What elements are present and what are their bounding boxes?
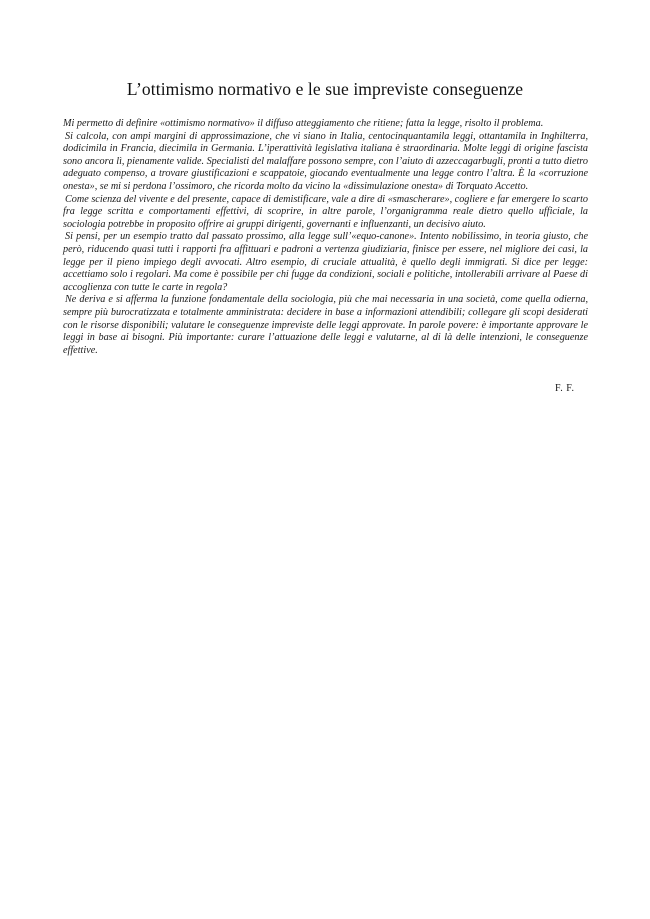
paragraph-4: Si pensi, per un esempio tratto dal passato prossimo, alla legge sull’«equo-canone». Intento nobilissimo, in teoria giusto, che però, riducendo quasi tutti i rapporti fra affittuari e padroni a vertenza giudiziaria, finisce per essere, nel migliore dei casi, la legge per il pieno impiego degli avvocati. Altro esempio, di cruciale attualità, è quello degli immigrati. Si dice per legge: accettiamo solo i regolari. Ma come è possibile per chi fugge da condizioni, sociali e politiche, intollerabili arrivare al Paese di accoglienza con tutte le carte in regola? [63, 231, 588, 293]
paragraph-2: Si calcola, con ampi margini di approssimazione, che vi siano in Italia, centocinquantamila leggi, ottantamila in Inghilterra, dodicimila in Francia, diecimila in Germania. L’iperattività legislativa italiana è straordinaria. Molte leggi di origine fascista sono ancora lì, pienamente valide. Specialisti del malaffare possono sempre, con l’aiuto di azzeccagarbugli, pronti a tutto dietro adeguato compenso, a trovare giustificazioni e scappatoie, giocando eventualmente una legge contro l’altra. È la «corruzione onesta», se mi si perdona l’ossimoro, che ricorda molto da vicino la «dissimulazione onesta» di Torquato Accetto. [63, 130, 588, 192]
article-body [63, 118, 588, 357]
author-signature: F. F. [555, 383, 575, 394]
page-title: L’ottimismo normativo e le sue impreviste conseguenze [126, 79, 524, 99]
paragraph-3: Come scienza del vivente e del presente, capace di demistificare, vale a dire di «smascherare», cogliere e far emergere lo scarto fra legge scritta e comportamenti effettivi, di scoprire, in altre parole, l’organigramma reale dietro quello ufficiale, la sociologia potrebbe in proposito offrire ai gruppi dirigenti, governanti e influenzanti, un decisivo aiuto. [63, 193, 588, 230]
paragraph-5: Ne deriva e si afferma la funzione fondamentale della sociologia, più che mai necessaria in una società, come quella odierna, sempre più burocratizzata e totalmente amministrata: decidere in base a informazioni attendibili; collegare gli scopi desiderati con le risorse disponibili; valutare le conseguenze impreviste delle leggi approvate. In parole povere: è importante approvare le leggi in base ai bisogni. Più importante: curare l’attuazione delle leggi e valutarne, al di là delle intenzioni, le conseguenze effettive. [63, 294, 588, 356]
paragraph-1: Mi permetto di definire «ottimismo normativo» il diffuso atteggiamento che ritiene; fatta la legge, risolto il problema. [63, 118, 544, 129]
